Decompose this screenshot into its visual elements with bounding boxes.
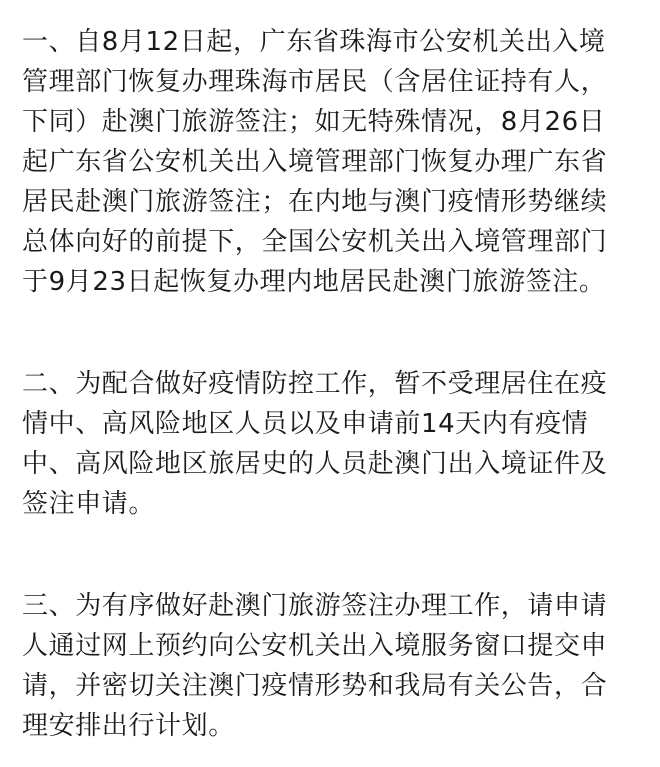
paragraph-line: 管理部门恢复办理珠海市居民（含居住证持有人， [22,67,608,97]
paragraph-3 [22,586,647,746]
paragraph-spacer [22,302,647,364]
paragraph-line: 三、为有序做好赴澳门旅游签注办理工作，请申请 [22,591,608,621]
paragraph-line: 情中、高风险地区人员以及申请前14天内有疫情 [22,409,589,439]
paragraph-line: 签注申请。 [22,489,156,519]
paragraph-line: 请，并密切关注澳门疫情形势和我局有关公告，合 [22,671,608,701]
paragraph-line: 二、为配合做好疫情防控工作，暂不受理居住在疫 [22,369,608,399]
announcement-body [22,22,647,746]
paragraph-line: 总体向好的前提下，全国公安机关出入境管理部门 [22,227,608,257]
paragraph-line: 于9月23日起恢复办理内地居民赴澳门旅游签注。 [22,267,606,297]
paragraph-line: 一、自8月12日起，广东省珠海市公安机关出入境 [22,27,606,57]
paragraph-line: 中、高风险地区旅居史的人员赴澳门出入境证件及 [22,449,608,479]
paragraph-line: 理安排出行计划。 [22,711,235,741]
paragraph-spacer [22,524,647,586]
paragraph-line: 居民赴澳门旅游签注；在内地与澳门疫情形势继续 [22,187,608,217]
paragraph-1 [22,22,647,302]
paragraph-line: 下同）赴澳门旅游签注；如无特殊情况，8月26日 [22,107,606,137]
paragraph-line: 人通过网上预约向公安机关出入境服务窗口提交申 [22,631,608,661]
paragraph-2 [22,364,647,524]
paragraph-line: 起广东省公安机关出入境管理部门恢复办理广东省 [22,147,608,177]
